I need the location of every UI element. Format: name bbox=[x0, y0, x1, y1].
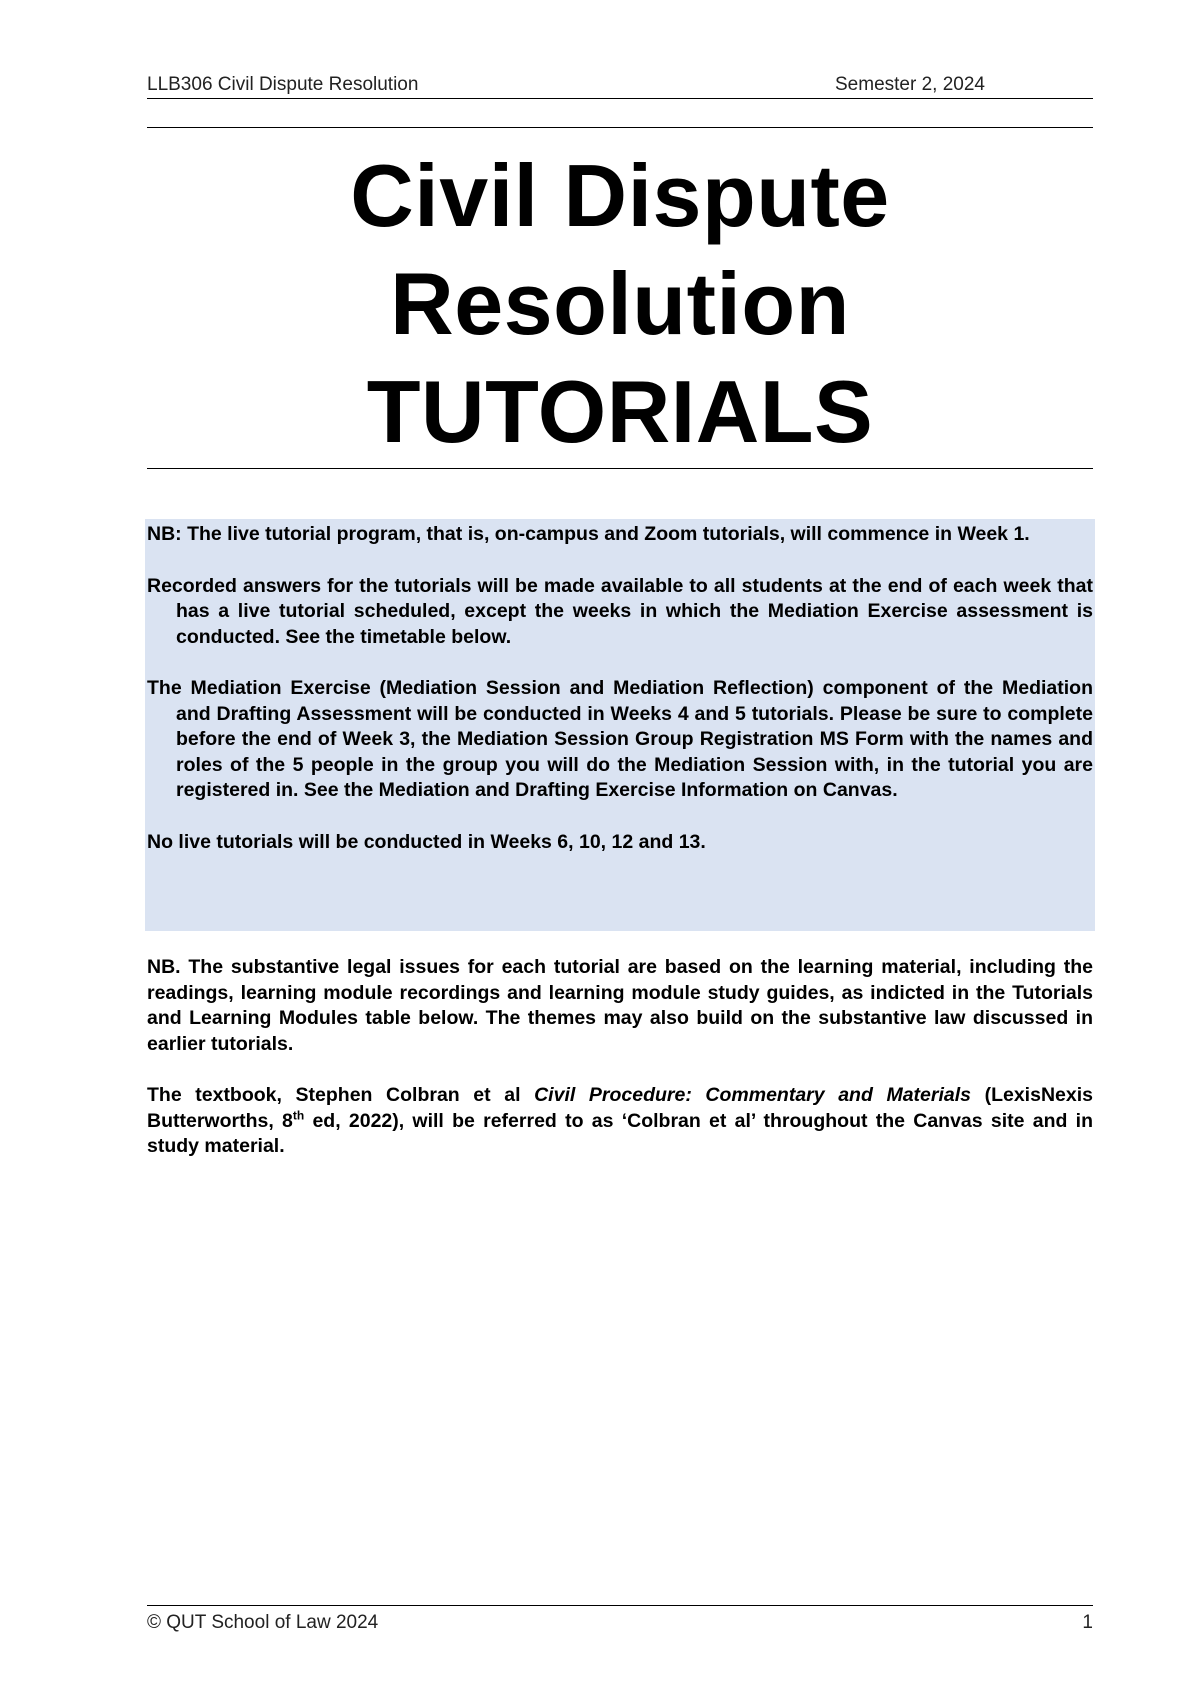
notice-box bbox=[145, 519, 1095, 931]
body-text bbox=[147, 955, 1093, 1160]
textbook-paragraph bbox=[147, 1083, 1093, 1160]
header-course: LLB306 Civil Dispute Resolution bbox=[147, 74, 419, 95]
footer-page-number: 1 bbox=[1082, 1612, 1093, 1633]
page-header bbox=[147, 72, 1093, 99]
textbook-title: Civil Procedure: Commentary and Materials bbox=[534, 1084, 971, 1106]
notice-recorded-answers: Recorded answers for the tutorials will be made available to all students at the end of each week that has a live tutorial scheduled, except the weeks in which the Mediation Exercise assessment is conducted. See the timetable below. bbox=[147, 574, 1093, 648]
notice-mediation-exercise: The Mediation Exercise (Mediation Session and Mediation Reflection) component of the Mediation and Drafting Assessment will be conducted in Weeks 4 and 5 tutorials. Please be sure to complete before the end of Week 3, the Mediation Session Group Registration MS Form with the names and roles of the 5 people in the group you will do the Mediation Session with, in the tutorial you are registered in. See the Mediation and Drafting Exercise Information on Canvas. bbox=[147, 677, 1093, 801]
textbook-intro: The textbook, Stephen Colbran et al bbox=[147, 1084, 535, 1106]
textbook-publisher: (LexisNexis Butterworths, 8 bbox=[147, 1084, 1093, 1132]
footer-copyright: © QUT School of Law 2024 bbox=[147, 1612, 379, 1633]
edition-superscript: th bbox=[292, 1108, 305, 1122]
textbook-reference-note: ed, 2022), will be referred to as ‘Colbran et al’ throughout the Canvas site and in study material. bbox=[147, 1109, 1093, 1157]
title-line-2: Resolution bbox=[390, 254, 850, 353]
title-line-3: TUTORIALS bbox=[366, 362, 874, 461]
notice-tutorial-start: NB: The live tutorial program, that is, on-campus and Zoom tutorials, will commence in Week 1. bbox=[147, 523, 1030, 545]
title-block bbox=[147, 127, 1093, 469]
page-footer bbox=[147, 1605, 1093, 1636]
notice-no-live-tutorials: No live tutorials will be conducted in Weeks 6, 10, 12 and 13. bbox=[147, 830, 706, 853]
title-line-1: Civil Dispute bbox=[350, 146, 890, 245]
substantive-issues-paragraph: NB. The substantive legal issues for each tutorial are based on the learning material, including the readings, learning module recordings and learning module study guides, as indicted in the Tutorials and Learning Modules table below. The themes may also build on the substantive law discussed in earlier tutorials. bbox=[147, 956, 1093, 1055]
header-semester: Semester 2, 2024 bbox=[835, 74, 985, 95]
